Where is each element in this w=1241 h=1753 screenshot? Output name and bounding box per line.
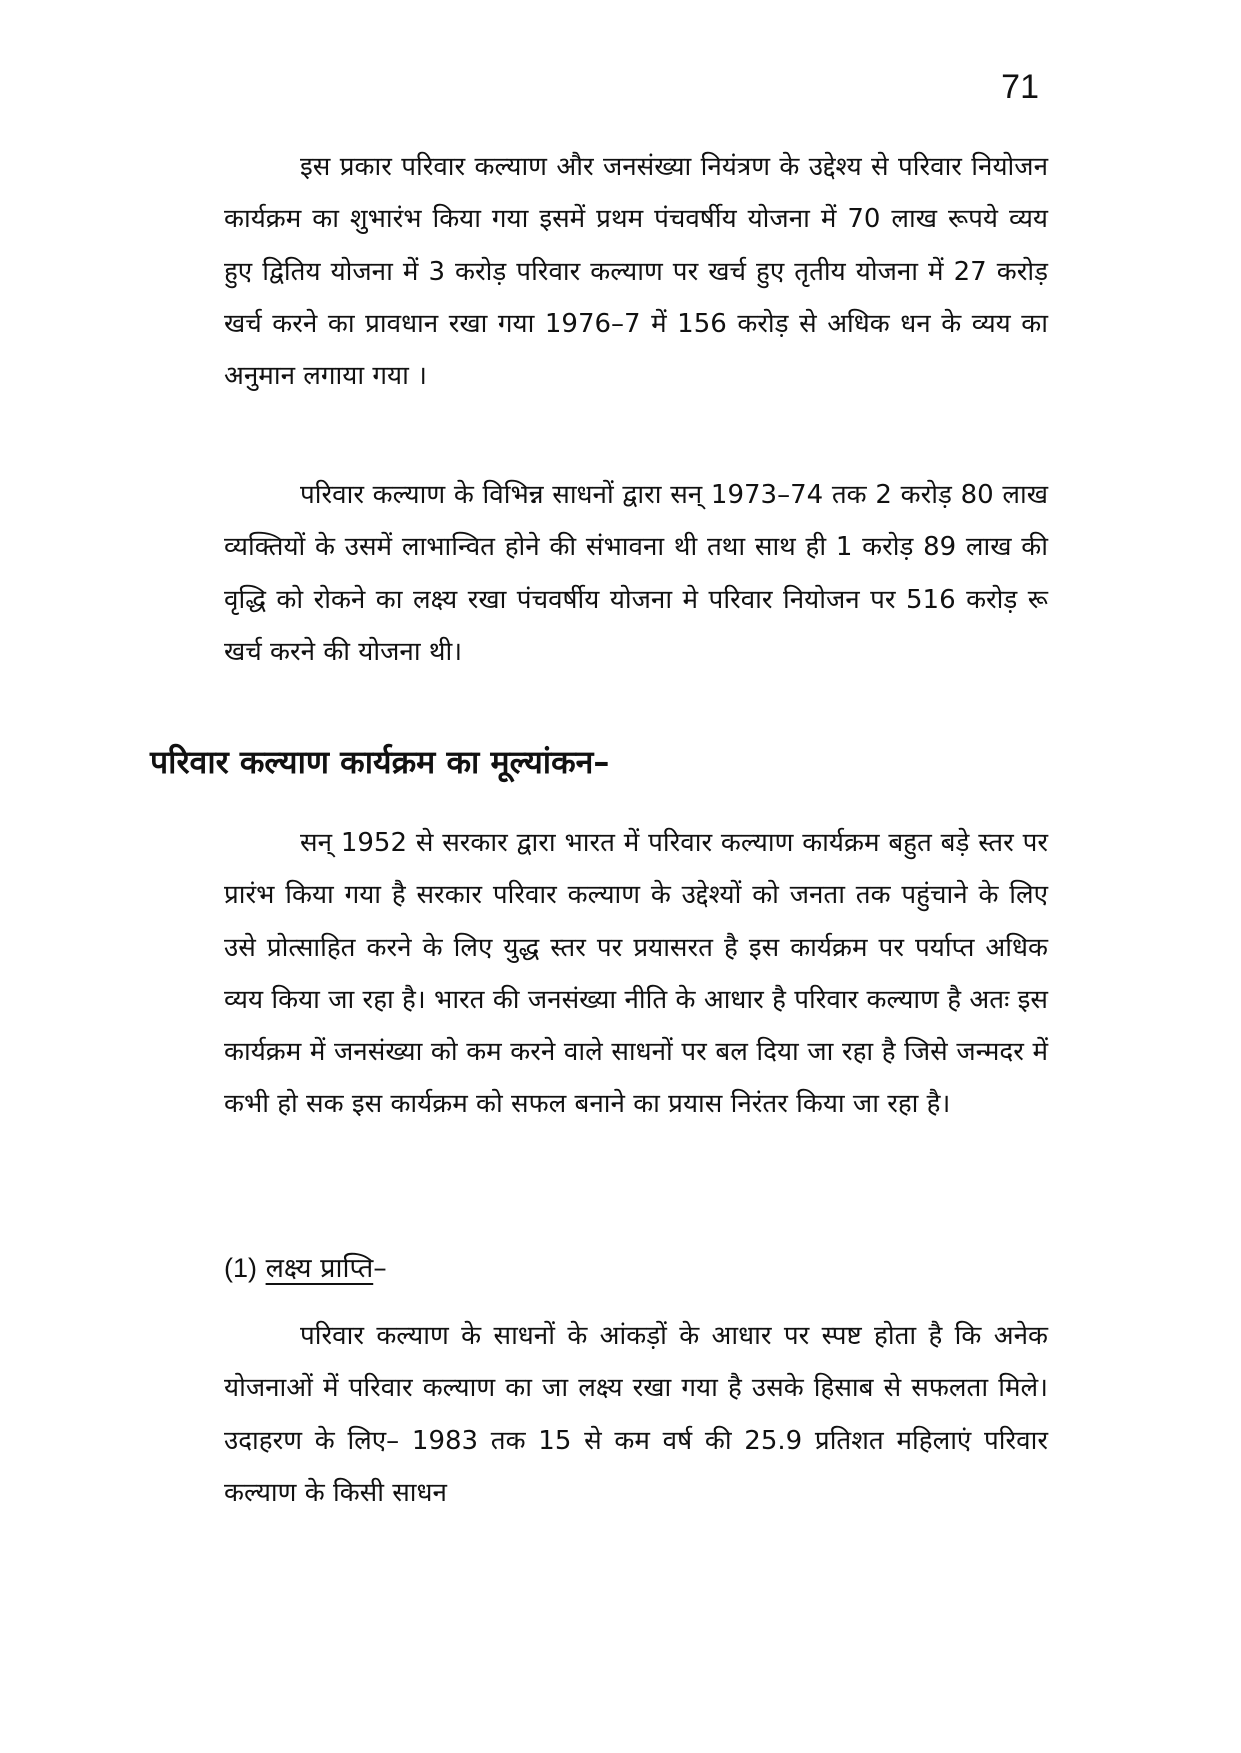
paragraph-beneficiaries: परिवार कल्याण के विभिन्न साधनों द्वारा सन् 1973–74 तक 2 करोड़ 80 लाख व्यक्तियों के उसमें लाभान्वित होने की संभावना थी तथा साथ ही 1 करोड़ 89 लाख की वृद्धि को रोकने का लक्ष्य रखा पंचवर्षीय योजना मे परिवार नियोजन पर 516 करोड़ रू खर्च करने की योजना थी। — [224, 480, 1048, 667]
subsection-title: लक्ष्य प्राप्ति — [265, 1253, 374, 1284]
page-number: 71 — [1001, 68, 1039, 106]
subsection-dash: – — [373, 1253, 387, 1284]
paragraph-evaluation: सन् 1952 से सरकार द्वारा भारत में परिवार कल्याण कार्यक्रम बहुत बड़े स्तर पर प्रारंभ किया गया है सरकार परिवार कल्याण के उद्देश्यों को जनता तक पहुंचाने के लिए उसे प्रोत्साहित करने के लिए युद्ध स्तर पर प्रयासरत है इस कार्यक्रम पर पर्याप्त अधिक व्यय किया जा रहा है। भारत की जनसंख्या नीति के आधार है परिवार कल्याण है अतः इस कार्यक्रम में जनसंख्या को कम करने वाले साधनों पर बल दिया जा रहा है जिसे जन्मदर में कभी हो सक इस कार्यक्रम को सफल बनाने का प्रयास निरंतर किया जा रहा है। — [224, 828, 1048, 1120]
section-heading: परिवार कल्याण कार्यक्रम का मूल्यांकन– — [150, 743, 610, 781]
paragraph-funding-overview: इस प्रकार परिवार कल्याण और जनसंख्या नियंत्रण के उद्देश्य से परिवार नियोजन कार्यक्रम का शुभारंभ किया गया इसमें प्रथम पंचवर्षीय योजना में 70 लाख रूपये व्यय हुए द्वितिय योजना में 3 करोड़ परिवार कल्याण पर खर्च हुए तृतीय योजना में 27 करोड़ खर्च करने का प्रावधान रखा गया 1976–7 में 156 करोड़ से अधिक धन के व्यय का अनुमान लगाया गया । — [224, 152, 1048, 392]
subsection-number: (1) — [224, 1253, 257, 1283]
paragraph-target-achievement: परिवार कल्याण के साधनों के आंकड़ों के आधार पर स्पष्ट होता है कि अनेक योजनाओं में परिवार कल्याण का जा लक्ष्य रखा गया है उसके हिसाब से सफलता मिले। उदाहरण के लिए– 1983 तक 15 से कम वर्ष की 25.9 प्रतिशत महिलाएं परिवार कल्याण के किसी साधन — [224, 1321, 1048, 1508]
subsection-heading — [224, 1248, 387, 1285]
